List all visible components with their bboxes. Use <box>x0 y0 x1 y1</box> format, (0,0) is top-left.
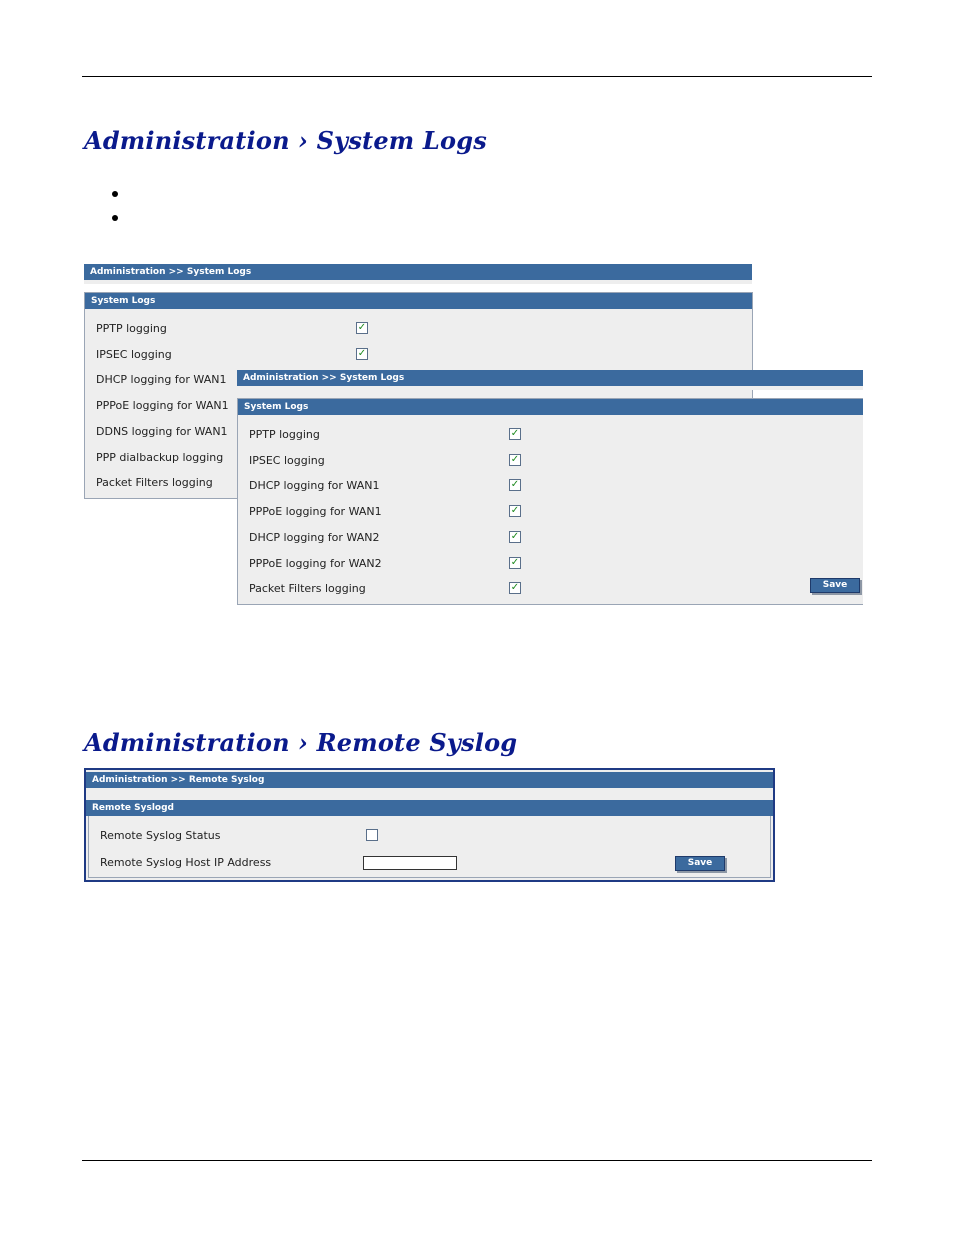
remote-status-label: Remote Syslog Status <box>100 829 221 842</box>
bullet-dot <box>112 215 118 221</box>
remote-host-ip-input[interactable] <box>363 856 457 870</box>
remote-breadcrumb: Administration >> Remote Syslog <box>86 772 773 788</box>
header-rule <box>82 76 872 77</box>
front-system-logs-panel <box>237 398 863 605</box>
back-row-label: DDNS logging for WAN1 <box>96 424 228 438</box>
remote-syslog-screenshot <box>84 768 775 882</box>
front-row-checkbox[interactable]: ✓ <box>510 453 520 465</box>
front-row-label: DHCP logging for WAN2 <box>249 530 380 544</box>
front-row <box>238 423 863 447</box>
back-breadcrumb-bar-bg <box>84 264 752 284</box>
front-row-label: IPSEC logging <box>249 453 325 467</box>
back-breadcrumb: Administration >> System Logs <box>84 264 752 280</box>
back-row <box>85 343 752 367</box>
front-row-label: Packet Filters logging <box>249 582 366 596</box>
front-row <box>238 500 863 524</box>
front-row <box>238 577 863 601</box>
front-row-label: PPPoE logging for WAN1 <box>249 505 382 519</box>
front-row-checkbox[interactable]: ✓ <box>510 479 520 491</box>
front-save-button[interactable]: Save <box>810 578 860 593</box>
remote-panel-header: Remote Syslogd <box>86 800 773 816</box>
back-row-label: IPSEC logging <box>96 347 172 361</box>
bullet-dot <box>112 191 118 197</box>
front-breadcrumb-bar-bg <box>237 370 863 390</box>
footer-rule <box>82 1160 872 1161</box>
back-row-label: Packet Filters logging <box>96 476 213 490</box>
front-row <box>238 449 863 473</box>
remote-status-checkbox[interactable] <box>366 829 378 841</box>
back-row <box>85 317 752 341</box>
front-row-checkbox[interactable]: ✓ <box>510 428 520 439</box>
front-row-checkbox[interactable]: ✓ <box>510 556 520 568</box>
back-row-label: PPPoE logging for WAN1 <box>96 399 229 413</box>
front-row-checkbox[interactable]: ✓ <box>510 505 520 517</box>
front-row <box>238 526 863 550</box>
front-breadcrumb: Administration >> System Logs <box>237 370 863 386</box>
front-row-label: DHCP logging for WAN1 <box>249 479 380 493</box>
front-row-checkbox[interactable]: ✓ <box>510 582 520 594</box>
remote-syslog-title: Administration › Remote Syslog <box>84 728 518 757</box>
back-row-label: PPTP logging <box>96 322 167 335</box>
system-logs-title: Administration › System Logs <box>84 126 487 155</box>
front-panel-header: System Logs <box>238 399 863 415</box>
front-row-checkbox[interactable]: ✓ <box>510 530 520 542</box>
remote-status-row <box>89 824 770 848</box>
front-row <box>238 474 863 498</box>
back-row-checkbox[interactable]: ✓ <box>357 322 367 333</box>
back-row-label: DHCP logging for WAN1 <box>96 373 227 387</box>
remote-host-row <box>89 851 770 875</box>
front-row-label: PPPoE logging for WAN2 <box>249 556 382 570</box>
back-row-label: PPP dialbackup logging <box>96 450 224 464</box>
remote-save-button[interactable]: Save <box>675 856 725 871</box>
back-row-checkbox[interactable]: ✓ <box>357 347 367 359</box>
front-row <box>238 552 863 576</box>
front-row-label: PPTP logging <box>249 428 320 441</box>
back-panel-header: System Logs <box>85 293 752 309</box>
remote-host-label: Remote Syslog Host IP Address <box>100 856 272 869</box>
remote-panel-body <box>88 816 771 878</box>
